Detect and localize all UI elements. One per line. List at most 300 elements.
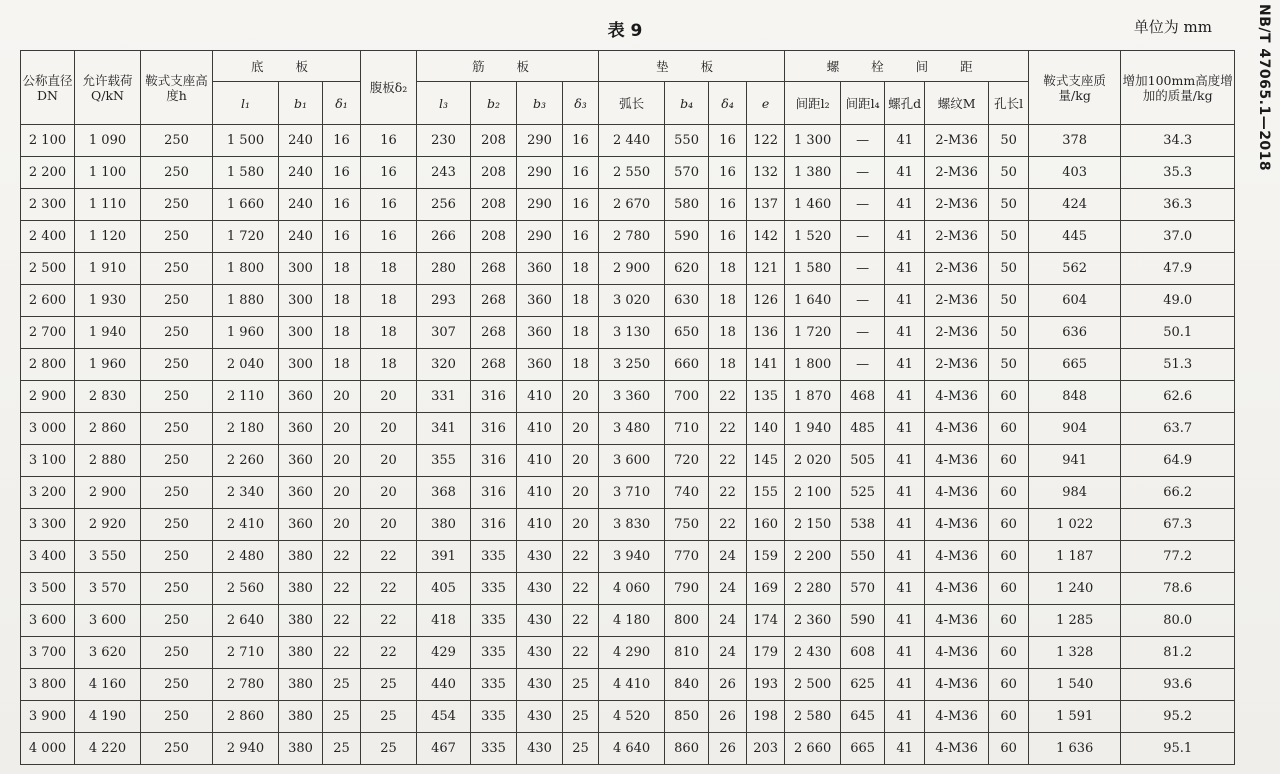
table-cell: 20: [361, 509, 417, 541]
table-cell: 18: [323, 349, 361, 381]
table-cell: 22: [323, 573, 361, 605]
table-cell: 4-M36: [925, 381, 989, 413]
table-cell: 16: [323, 189, 361, 221]
table-cell: 77.2: [1121, 541, 1235, 573]
table-cell: 41: [885, 221, 925, 253]
table-cell: 380: [279, 605, 323, 637]
header-pad-b4: b₄: [665, 82, 709, 125]
table-cell: 203: [747, 733, 785, 765]
table-cell: 505: [841, 445, 885, 477]
table-row: [21, 445, 1235, 477]
table-cell: 240: [279, 125, 323, 157]
table-cell: 650: [665, 317, 709, 349]
table-cell: 316: [471, 381, 517, 413]
table-cell: 335: [471, 637, 517, 669]
table-cell: 525: [841, 477, 885, 509]
table-cell: 1 720: [213, 221, 279, 253]
table-cell: 18: [563, 253, 599, 285]
table-cell: 335: [471, 573, 517, 605]
table-cell: 770: [665, 541, 709, 573]
header-rib-b2: b₂: [471, 82, 517, 125]
table-cell: 2 860: [75, 413, 141, 445]
table-cell: 18: [563, 285, 599, 317]
table-cell: 3 100: [21, 445, 75, 477]
table-cell: 20: [563, 381, 599, 413]
table-cell: 2 100: [21, 125, 75, 157]
table-cell: 18: [361, 253, 417, 285]
table-cell: 1 520: [785, 221, 841, 253]
table-cell: 335: [471, 701, 517, 733]
table-cell: 280: [417, 253, 471, 285]
table-cell: 380: [279, 637, 323, 669]
table-cell: 25: [361, 733, 417, 765]
table-cell: 18: [323, 253, 361, 285]
table-cell: —: [841, 189, 885, 221]
table-cell: 37.0: [1121, 221, 1235, 253]
table-cell: 860: [665, 733, 709, 765]
table-cell: 24: [709, 541, 747, 573]
table-cell: 22: [361, 605, 417, 637]
table-cell: 20: [323, 381, 361, 413]
table-cell: 3 700: [21, 637, 75, 669]
table-cell: 410: [517, 509, 563, 541]
table-cell: 250: [141, 701, 213, 733]
table-cell: 2 600: [21, 285, 75, 317]
table-cell: 4-M36: [925, 701, 989, 733]
table-cell: 50: [989, 253, 1029, 285]
table-cell: 25: [563, 669, 599, 701]
table-cell: 590: [841, 605, 885, 637]
table-cell: 60: [989, 509, 1029, 541]
table-row: [21, 733, 1235, 765]
table-cell: 2 200: [21, 157, 75, 189]
table-cell: 1 500: [213, 125, 279, 157]
table-cell: 41: [885, 285, 925, 317]
table-cell: 1 187: [1029, 541, 1121, 573]
table-cell: 604: [1029, 285, 1121, 317]
table-cell: 41: [885, 413, 925, 445]
table-cell: 18: [563, 317, 599, 349]
table-cell: 25: [361, 669, 417, 701]
table-cell: 316: [471, 445, 517, 477]
table-cell: 60: [989, 605, 1029, 637]
table-cell: 1 636: [1029, 733, 1121, 765]
table-cell: 380: [279, 573, 323, 605]
table-cell: 360: [279, 413, 323, 445]
table-cell: —: [841, 221, 885, 253]
header-bolt-group: 螺 栓 间 距: [785, 51, 1029, 82]
header-bolt-l2: 间距l₂: [785, 82, 841, 125]
table-cell: 468: [841, 381, 885, 413]
header-base-b1: b₁: [279, 82, 323, 125]
table-cell: 20: [323, 509, 361, 541]
table-cell: 355: [417, 445, 471, 477]
table-cell: 1 580: [213, 157, 279, 189]
table-cell: 78.6: [1121, 573, 1235, 605]
table-cell: 608: [841, 637, 885, 669]
table-cell: 4-M36: [925, 637, 989, 669]
table-cell: 1 240: [1029, 573, 1121, 605]
table-cell: 2 280: [785, 573, 841, 605]
table-cell: 20: [361, 381, 417, 413]
table-cell: 2 940: [213, 733, 279, 765]
table-cell: 22: [323, 605, 361, 637]
table-cell: 2 830: [75, 381, 141, 413]
table-row: [21, 477, 1235, 509]
table-cell: 179: [747, 637, 785, 669]
table-row: [21, 413, 1235, 445]
table-cell: 3 400: [21, 541, 75, 573]
header-height: 鞍式支座高度h: [141, 51, 213, 125]
table-cell: 316: [471, 413, 517, 445]
table-cell: 360: [279, 477, 323, 509]
table-cell: 562: [1029, 253, 1121, 285]
table-cell: 380: [417, 509, 471, 541]
table-cell: 26: [709, 669, 747, 701]
table-cell: 300: [279, 317, 323, 349]
table-cell: 137: [747, 189, 785, 221]
table-cell: 410: [517, 445, 563, 477]
table-cell: 4-M36: [925, 605, 989, 637]
table-cell: 1 960: [75, 349, 141, 381]
table-cell: 335: [471, 541, 517, 573]
table-row: [21, 605, 1235, 637]
table-cell: 16: [361, 125, 417, 157]
table-cell: 2 150: [785, 509, 841, 541]
table-cell: 2-M36: [925, 125, 989, 157]
table-cell: 3 550: [75, 541, 141, 573]
table-cell: 41: [885, 477, 925, 509]
table-cell: 60: [989, 573, 1029, 605]
table-cell: 1 022: [1029, 509, 1121, 541]
table-cell: 256: [417, 189, 471, 221]
table-cell: 4-M36: [925, 413, 989, 445]
table-cell: 941: [1029, 445, 1121, 477]
table-cell: 250: [141, 221, 213, 253]
table-cell: 360: [279, 381, 323, 413]
table-cell: —: [841, 349, 885, 381]
table-cell: 24: [709, 573, 747, 605]
table-cell: 22: [709, 381, 747, 413]
table-cell: 380: [279, 669, 323, 701]
table-cell: 2 500: [785, 669, 841, 701]
table-row: [21, 221, 1235, 253]
table-cell: 300: [279, 253, 323, 285]
table-cell: 430: [517, 637, 563, 669]
header-bolt-l4: 间距l₄: [841, 82, 885, 125]
table-cell: 268: [471, 285, 517, 317]
table-cell: 22: [563, 637, 599, 669]
table-cell: 1 720: [785, 317, 841, 349]
table-cell: 67.3: [1121, 509, 1235, 541]
table-cell: 2 900: [599, 253, 665, 285]
table-row: [21, 317, 1235, 349]
table-cell: 410: [517, 477, 563, 509]
table-cell: 50: [989, 349, 1029, 381]
table-cell: 550: [665, 125, 709, 157]
table-cell: 1 910: [75, 253, 141, 285]
table-cell: 141: [747, 349, 785, 381]
table-cell: 2 040: [213, 349, 279, 381]
table-cell: 360: [517, 317, 563, 349]
header-bolt-l: 孔长l: [989, 82, 1029, 125]
table-cell: 454: [417, 701, 471, 733]
table-cell: 307: [417, 317, 471, 349]
table-cell: 16: [563, 125, 599, 157]
table-row: [21, 157, 1235, 189]
table-cell: 240: [279, 157, 323, 189]
table-cell: 1 640: [785, 285, 841, 317]
table-cell: 250: [141, 157, 213, 189]
table-cell: 790: [665, 573, 709, 605]
table-cell: 126: [747, 285, 785, 317]
table-cell: 2 710: [213, 637, 279, 669]
table-cell: 250: [141, 733, 213, 765]
table-cell: —: [841, 285, 885, 317]
table-cell: 2 430: [785, 637, 841, 669]
table-cell: 18: [709, 285, 747, 317]
table-cell: 121: [747, 253, 785, 285]
table-cell: 316: [471, 509, 517, 541]
table-cell: 1 960: [213, 317, 279, 349]
table-cell: 4-M36: [925, 445, 989, 477]
table-cell: 2-M36: [925, 253, 989, 285]
header-rib-l3: l₃: [417, 82, 471, 125]
table-cell: 4 290: [599, 637, 665, 669]
table-cell: 3 800: [21, 669, 75, 701]
table-cell: 18: [323, 317, 361, 349]
table-cell: 430: [517, 733, 563, 765]
table-cell: 22: [323, 541, 361, 573]
table-cell: 22: [709, 413, 747, 445]
table-cell: 665: [1029, 349, 1121, 381]
table-cell: 240: [279, 221, 323, 253]
table-cell: 1 930: [75, 285, 141, 317]
table-cell: 20: [323, 413, 361, 445]
table-cell: 51.3: [1121, 349, 1235, 381]
table-cell: 1 940: [75, 317, 141, 349]
table-cell: 750: [665, 509, 709, 541]
header-load: 允许载荷Q/kN: [75, 51, 141, 125]
table-cell: 208: [471, 221, 517, 253]
header-base-l1: l₁: [213, 82, 279, 125]
table-cell: 700: [665, 381, 709, 413]
table-cell: 250: [141, 605, 213, 637]
table-cell: 4 410: [599, 669, 665, 701]
table-cell: 60: [989, 541, 1029, 573]
table-cell: 360: [279, 509, 323, 541]
table-cell: 3 940: [599, 541, 665, 573]
table-cell: 22: [361, 541, 417, 573]
table-cell: 3 200: [21, 477, 75, 509]
table-cell: 316: [471, 477, 517, 509]
table-cell: 18: [709, 253, 747, 285]
table-cell: 60: [989, 381, 1029, 413]
table-cell: 22: [361, 573, 417, 605]
header-web: 腹板δ₂: [361, 51, 417, 125]
table-row: [21, 573, 1235, 605]
table-cell: 41: [885, 541, 925, 573]
table-cell: 250: [141, 669, 213, 701]
table-cell: 710: [665, 413, 709, 445]
table-cell: 60: [989, 477, 1029, 509]
table-cell: 266: [417, 221, 471, 253]
table-cell: 2 020: [785, 445, 841, 477]
table-cell: 18: [323, 285, 361, 317]
table-cell: 41: [885, 317, 925, 349]
table-cell: 4-M36: [925, 509, 989, 541]
table-cell: 16: [563, 221, 599, 253]
table-cell: 250: [141, 445, 213, 477]
table-cell: 3 600: [21, 605, 75, 637]
table-cell: 145: [747, 445, 785, 477]
table-cell: 41: [885, 605, 925, 637]
table-cell: 984: [1029, 477, 1121, 509]
header-extra-mass: 增加100mm高度增加的质量/kg: [1121, 51, 1235, 125]
table-cell: 22: [563, 541, 599, 573]
table-cell: 550: [841, 541, 885, 573]
table-cell: 24: [709, 637, 747, 669]
table-cell: 16: [709, 125, 747, 157]
table-cell: 135: [747, 381, 785, 413]
table-cell: 2 180: [213, 413, 279, 445]
table-cell: 174: [747, 605, 785, 637]
table-cell: 360: [517, 285, 563, 317]
table-cell: 840: [665, 669, 709, 701]
table-cell: 1 460: [785, 189, 841, 221]
table-cell: 3 300: [21, 509, 75, 541]
table-cell: 341: [417, 413, 471, 445]
header-dn: 公称直径DN: [21, 51, 75, 125]
table-cell: 142: [747, 221, 785, 253]
table-cell: 440: [417, 669, 471, 701]
table-cell: 3 900: [21, 701, 75, 733]
table-cell: 405: [417, 573, 471, 605]
table-cell: 122: [747, 125, 785, 157]
table-cell: 24: [709, 605, 747, 637]
table-cell: 22: [563, 573, 599, 605]
table-cell: 2 200: [785, 541, 841, 573]
header-rib-d3: δ₃: [563, 82, 599, 125]
table-cell: 25: [323, 701, 361, 733]
table-cell: 20: [361, 445, 417, 477]
table-cell: 3 710: [599, 477, 665, 509]
table-cell: 4-M36: [925, 733, 989, 765]
table-row: [21, 509, 1235, 541]
table-cell: 445: [1029, 221, 1121, 253]
table-cell: —: [841, 317, 885, 349]
table-cell: 268: [471, 253, 517, 285]
table-row: [21, 125, 1235, 157]
table-cell: 2 700: [21, 317, 75, 349]
table-cell: 2 400: [21, 221, 75, 253]
table-cell: 250: [141, 381, 213, 413]
table-cell: 3 130: [599, 317, 665, 349]
table-cell: 132: [747, 157, 785, 189]
table-cell: 4 640: [599, 733, 665, 765]
table-cell: 3 600: [75, 605, 141, 637]
table-cell: 136: [747, 317, 785, 349]
table-cell: 18: [361, 349, 417, 381]
table-cell: 1 660: [213, 189, 279, 221]
table-cell: 1 591: [1029, 701, 1121, 733]
table-cell: 250: [141, 189, 213, 221]
table-cell: 60: [989, 733, 1029, 765]
table-cell: 368: [417, 477, 471, 509]
table-cell: 20: [361, 477, 417, 509]
table-cell: 1 880: [213, 285, 279, 317]
table-cell: 16: [709, 189, 747, 221]
table-cell: 2 480: [213, 541, 279, 573]
table-cell: 41: [885, 157, 925, 189]
table-cell: 160: [747, 509, 785, 541]
table-row: [21, 253, 1235, 285]
table-row: [21, 701, 1235, 733]
table-cell: 380: [279, 541, 323, 573]
table-cell: 50: [989, 221, 1029, 253]
table-cell: 630: [665, 285, 709, 317]
table-cell: 2 920: [75, 509, 141, 541]
table-cell: 25: [323, 669, 361, 701]
table-cell: 3 250: [599, 349, 665, 381]
table-cell: 268: [471, 317, 517, 349]
table-cell: 230: [417, 125, 471, 157]
table-cell: 64.9: [1121, 445, 1235, 477]
table-cell: 1 800: [213, 253, 279, 285]
table-cell: 2 860: [213, 701, 279, 733]
table-cell: 250: [141, 477, 213, 509]
table-cell: 360: [279, 445, 323, 477]
table-cell: 25: [563, 701, 599, 733]
table-cell: 60: [989, 669, 1029, 701]
table-cell: 41: [885, 381, 925, 413]
table-cell: —: [841, 253, 885, 285]
table-cell: 3 500: [21, 573, 75, 605]
table-row: [21, 637, 1235, 669]
table-cell: 49.0: [1121, 285, 1235, 317]
table-cell: 3 620: [75, 637, 141, 669]
table-cell: 2-M36: [925, 221, 989, 253]
table-cell: 18: [709, 349, 747, 381]
table-cell: 1 580: [785, 253, 841, 285]
table-cell: 3 000: [21, 413, 75, 445]
table-cell: 424: [1029, 189, 1121, 221]
table-cell: 41: [885, 573, 925, 605]
table-cell: 2 410: [213, 509, 279, 541]
header-pad-d4: δ₄: [709, 82, 747, 125]
table-cell: 850: [665, 701, 709, 733]
table-cell: 1 380: [785, 157, 841, 189]
table-cell: 378: [1029, 125, 1121, 157]
table-row: [21, 669, 1235, 701]
table-cell: 4 060: [599, 573, 665, 605]
table-cell: 250: [141, 541, 213, 573]
table-cell: 93.6: [1121, 669, 1235, 701]
table-cell: 41: [885, 445, 925, 477]
header-mass: 鞍式支座质量/kg: [1029, 51, 1121, 125]
table-cell: 20: [563, 477, 599, 509]
table-cell: 26: [709, 733, 747, 765]
table-cell: —: [841, 157, 885, 189]
table-row: [21, 349, 1235, 381]
table-cell: 47.9: [1121, 253, 1235, 285]
table-cell: 430: [517, 541, 563, 573]
table-row: [21, 541, 1235, 573]
table-cell: 20: [361, 413, 417, 445]
table-cell: 2 100: [785, 477, 841, 509]
table-cell: 22: [323, 637, 361, 669]
table-cell: 50.1: [1121, 317, 1235, 349]
